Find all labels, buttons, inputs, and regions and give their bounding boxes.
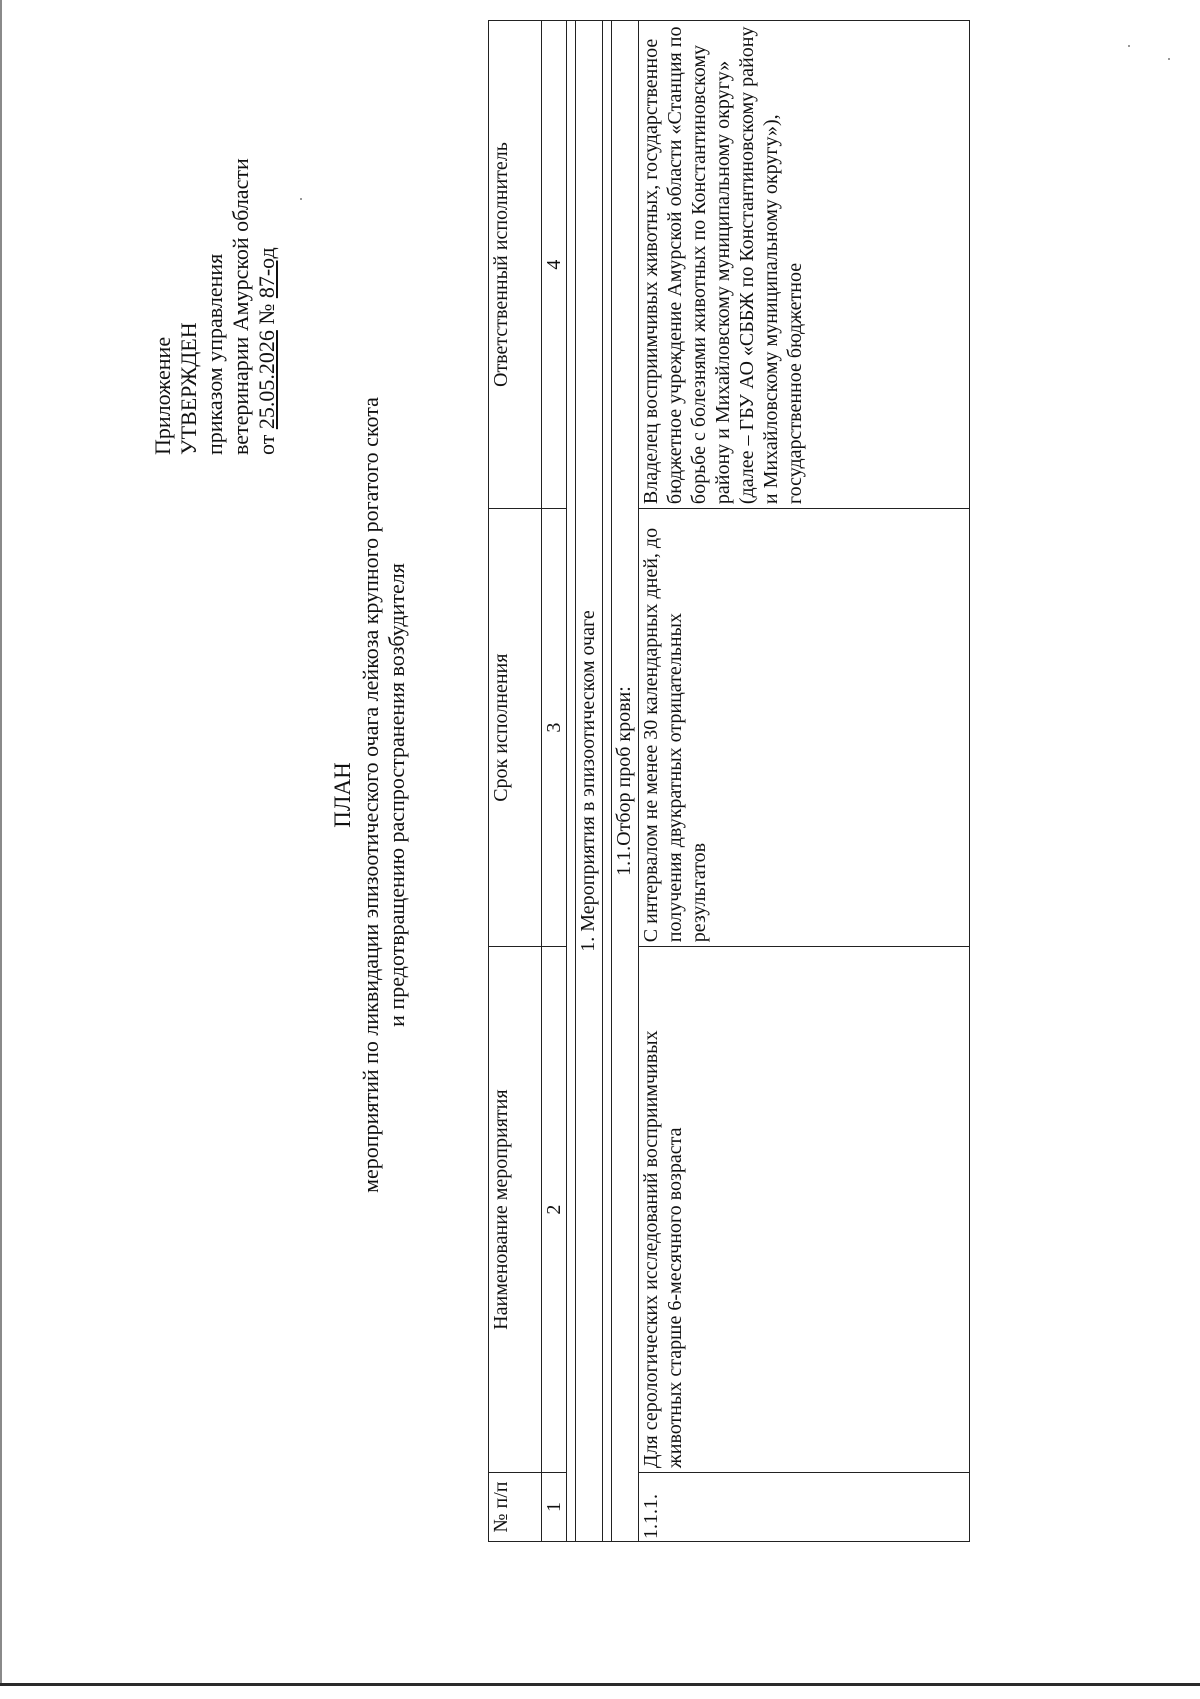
header-executor: Ответственный исполнитель [489,21,542,509]
column-number: 1 [542,1473,567,1542]
title-line-2: и предотвращению распространения возбудителя [384,563,409,1027]
approval-order: приказом управления [202,253,227,455]
title-line-1: мероприятий по ликвидации эпизоотического очага лейкоза крупного рогатого скота [358,397,383,1193]
approval-number: 87-од [254,247,279,299]
section-title: 1. Мероприятия в эпизоотическом очаге [576,21,603,1542]
scan-speck [1128,45,1130,47]
spacer-row [567,21,576,1542]
subsection-title: 1.1.Отбор проб крови: [612,21,639,1542]
spacer-row [603,21,612,1542]
approval-from-label: от [254,434,279,455]
subsection-row [612,21,639,1542]
row-number: 1.1.1. [639,1473,970,1542]
approval-date: 25.05.2026 [254,330,279,430]
spacer-cell [603,21,612,1542]
column-number: 3 [542,509,567,947]
approval-appendix: Приложение [150,336,175,455]
column-number-row [542,21,567,1542]
document-title [330,20,410,1570]
approval-approved: УТВЕРЖДЕН [176,322,201,455]
title-heading: ПЛАН [330,762,355,828]
header-activity: Наименование мероприятия [489,947,542,1473]
approval-date-line [254,25,280,455]
approval-block [150,25,280,455]
approval-authority: ветеринарии Амурской области [228,158,253,455]
column-number: 4 [542,21,567,509]
section-row [576,21,603,1542]
plan-table [488,20,970,1542]
row-activity: Для серологических исследований восприимчивых животных старше 6-месячного возраста [639,947,970,1473]
row-term: С интервалом не менее 30 календарных дней, до получения двукратных отрицательных результатов [639,509,970,947]
header-number: № п/п [489,1473,542,1542]
scan-edge [0,1683,1200,1686]
rotated-page [0,20,1080,1570]
header-term: Срок исполнения [489,509,542,947]
table-row [639,21,970,1542]
column-number: 2 [542,947,567,1473]
spacer-cell [567,21,576,1542]
scan-speck [1168,58,1170,60]
approval-number-label: № [254,303,279,325]
row-executor: Владелец восприимчивых животных, государственное бюджетное учреждение Амурской области «Станция по борьбе с болезнями животных по Константиновскому району и Михайловскому муниципальному округу» (далее – ГБУ АО «СББЖ по Константиновскому району и Михайловскому муниципальному округу»), государственное бюджетное [639,21,970,509]
table-header-row [489,21,542,1542]
